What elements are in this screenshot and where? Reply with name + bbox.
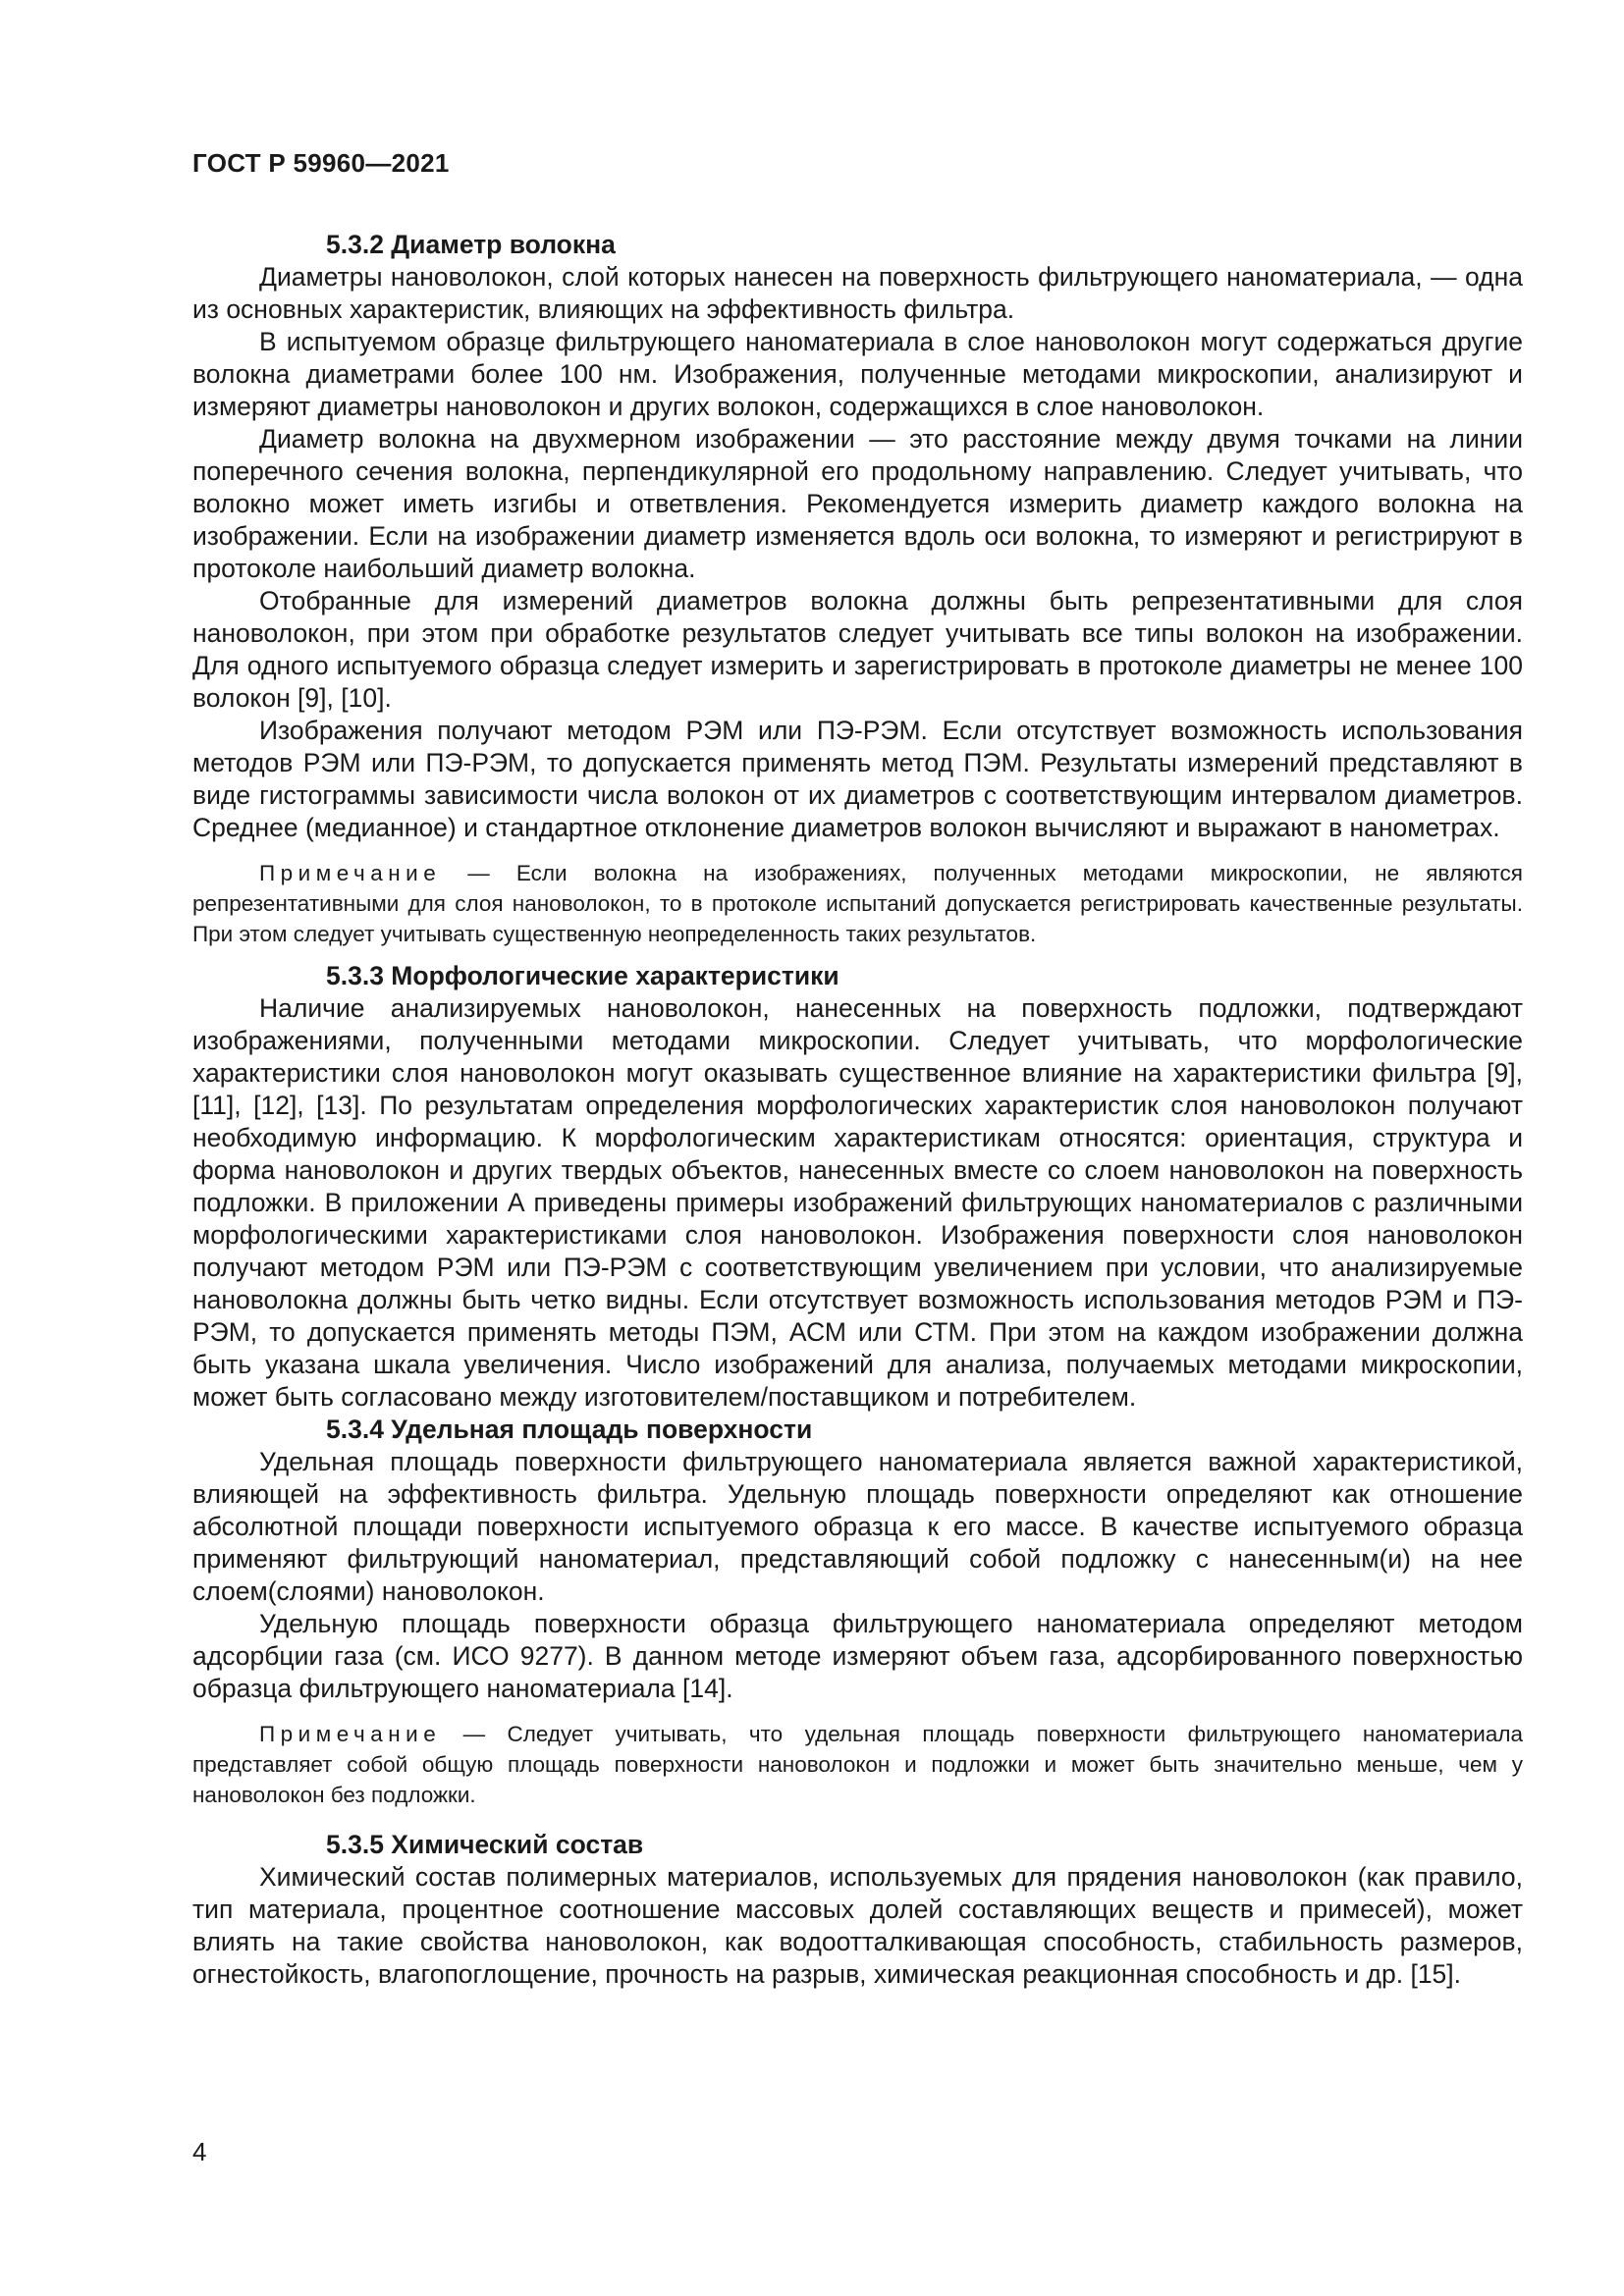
note-5-3-4: [192, 1719, 1523, 1810]
paragraph: Диаметры нановолокон, слой которых нанесен на поверхность фильтрующего наноматериала, — одна из основных характеристик, влияющих на эффективность фильтра.: [192, 262, 1523, 324]
note-text: — Если волокна на изображениях, полученных методами микроскопии, не являются репрезентативными для слоя нановолокон, то в протоколе испытаний допускается регистрировать качественные результаты. При этом следует учитывать существенную неопределенность таких результатов.: [192, 861, 1523, 946]
section-heading-5-3-5: 5.3.5 Химический состав: [326, 1830, 644, 1859]
section-heading-5-3-4: 5.3.4 Удельная площадь поверхности: [326, 1415, 813, 1444]
note-label: Примечание: [259, 1722, 442, 1746]
paragraph: Удельная площадь поверхности фильтрующего наноматериала является важной характеристикой, влияющей на эффективность фильтра. Удельную площадь поверхности определяют как отношение абсолютной площади поверхности испытуемого образца к его массе. В качестве испытуемого образца применяют фильтрующий наноматериал, представляющий собой подложку с нанесенным(и) на нее слоем(слоями) нановолокон.: [192, 1447, 1523, 1606]
section-heading-5-3-3: 5.3.3 Морфологические характеристики: [326, 961, 839, 990]
document-body: [192, 221, 1523, 1991]
document-code: ГОСТ Р 59960—2021: [192, 148, 450, 178]
section-heading-5-3-2: 5.3.2 Диаметр волокна: [326, 230, 616, 259]
note-label: Примечание: [259, 861, 442, 885]
paragraph: Химический состав полимерных материалов, используемых для прядения нановолокон (как правило, тип материала, процентное соотношение массовых долей составляющих веществ и примесей), может влиять на такие свойства нановолокон, как водоотталкивающая способность, стабильность размеров, огнестойкость, влагопоглощение, прочность на разрыв, химическая реакционная способность и др. [15].: [192, 1862, 1523, 1989]
page-number: 4: [192, 2137, 207, 2166]
paragraph: Удельную площадь поверхности образца фильтрующего наноматериала определяют методом адсорбции газа (см. ИСО 9277). В данном методе измеряют объем газа, адсорбированного поверхностью образца фильтрующего наноматериала [14].: [192, 1609, 1523, 1703]
note-5-3-2: [192, 858, 1523, 949]
paragraph: Наличие анализируемых нановолокон, нанесенных на поверхность подложки, подтверждают изображениями, полученными методами микроскопии. Следует учитывать, что морфологические характеристики слоя нановолокон могут оказывать существенное влияние на характеристики фильтра [9], [11], [12], [13]. По результатам определения морфологических характеристик слоя нановолокон получают необходимую информацию. К морфологическим характеристикам относятся: ориентация, структура и форма нановолокон и других твердых объектов, нанесенных вместе со слоем нановолокон на поверхность подложки. В приложении А приведены примеры изображений фильтрующих наноматериалов с различными морфологическими характеристиками слоя нановолокон. Изображения поверхности слоя нановолокон получают методом РЭМ или ПЭ-РЭМ с соответствующим увеличением при условии, что анализируемые нановолокна должны быть четко видны. Если отсутствует возможность использования методов РЭМ и ПЭ-РЭМ, то допускается применять методы ПЭМ, АСМ или СТМ. При этом на каждом изображении должна быть указана шкала увеличения. Число изображений для анализа, получаемых методами микроскопии, может быть согласовано между изготовителем/поставщиком и потребителем.: [192, 993, 1523, 1412]
paragraph: В испытуемом образце фильтрующего наноматериала в слое нановолокон могут содержаться другие волокна диаметрами более 100 нм. Изображения, полученные методами микроскопии, анализируют и измеряют диаметры нановолокон и других волокон, содержащихся в слое нановолокон.: [192, 327, 1523, 421]
paragraph: Отобранные для измерений диаметров волокна должны быть репрезентативными для слоя нановолокон, при этом при обработке результатов следует учитывать все типы волокон на изображении. Для одного испытуемого образца следует измерить и зарегистрировать в протоколе диаметры не менее 100 волокон [9], [10].: [192, 586, 1523, 713]
paragraph: Диаметр волокна на двухмерном изображении — это расстояние между двумя точками на линии поперечного сечения волокна, перпендикулярной его продольному направлению. Следует учитывать, что волокно может иметь изгибы и ответвления. Рекомендуется измерить диаметр каждого волокна на изображении. Если на изображении диаметр изменяется вдоль оси волокна, то измеряют и регистрируют в протоколе наибольший диаметр волокна.: [192, 424, 1523, 583]
paragraph: Изображения получают методом РЭМ или ПЭ-РЭМ. Если отсутствует возможность использования методов РЭМ или ПЭ-РЭМ, то допускается применять метод ПЭМ. Результаты измерений представляют в виде гистограммы зависимости числа волокон от их диаметров с соответствующим интервалом диаметров. Среднее (медианное) и стандартное отклонение диаметров волокон вычисляют и выражают в нанометрах.: [192, 716, 1523, 842]
note-text: — Следует учитывать, что удельная площадь поверхности фильтрующего наноматериала представляет собой общую площадь поверхности нановолокон и подложки и может быть значительно меньше, чем у нановолокон без подложки.: [192, 1722, 1523, 1807]
